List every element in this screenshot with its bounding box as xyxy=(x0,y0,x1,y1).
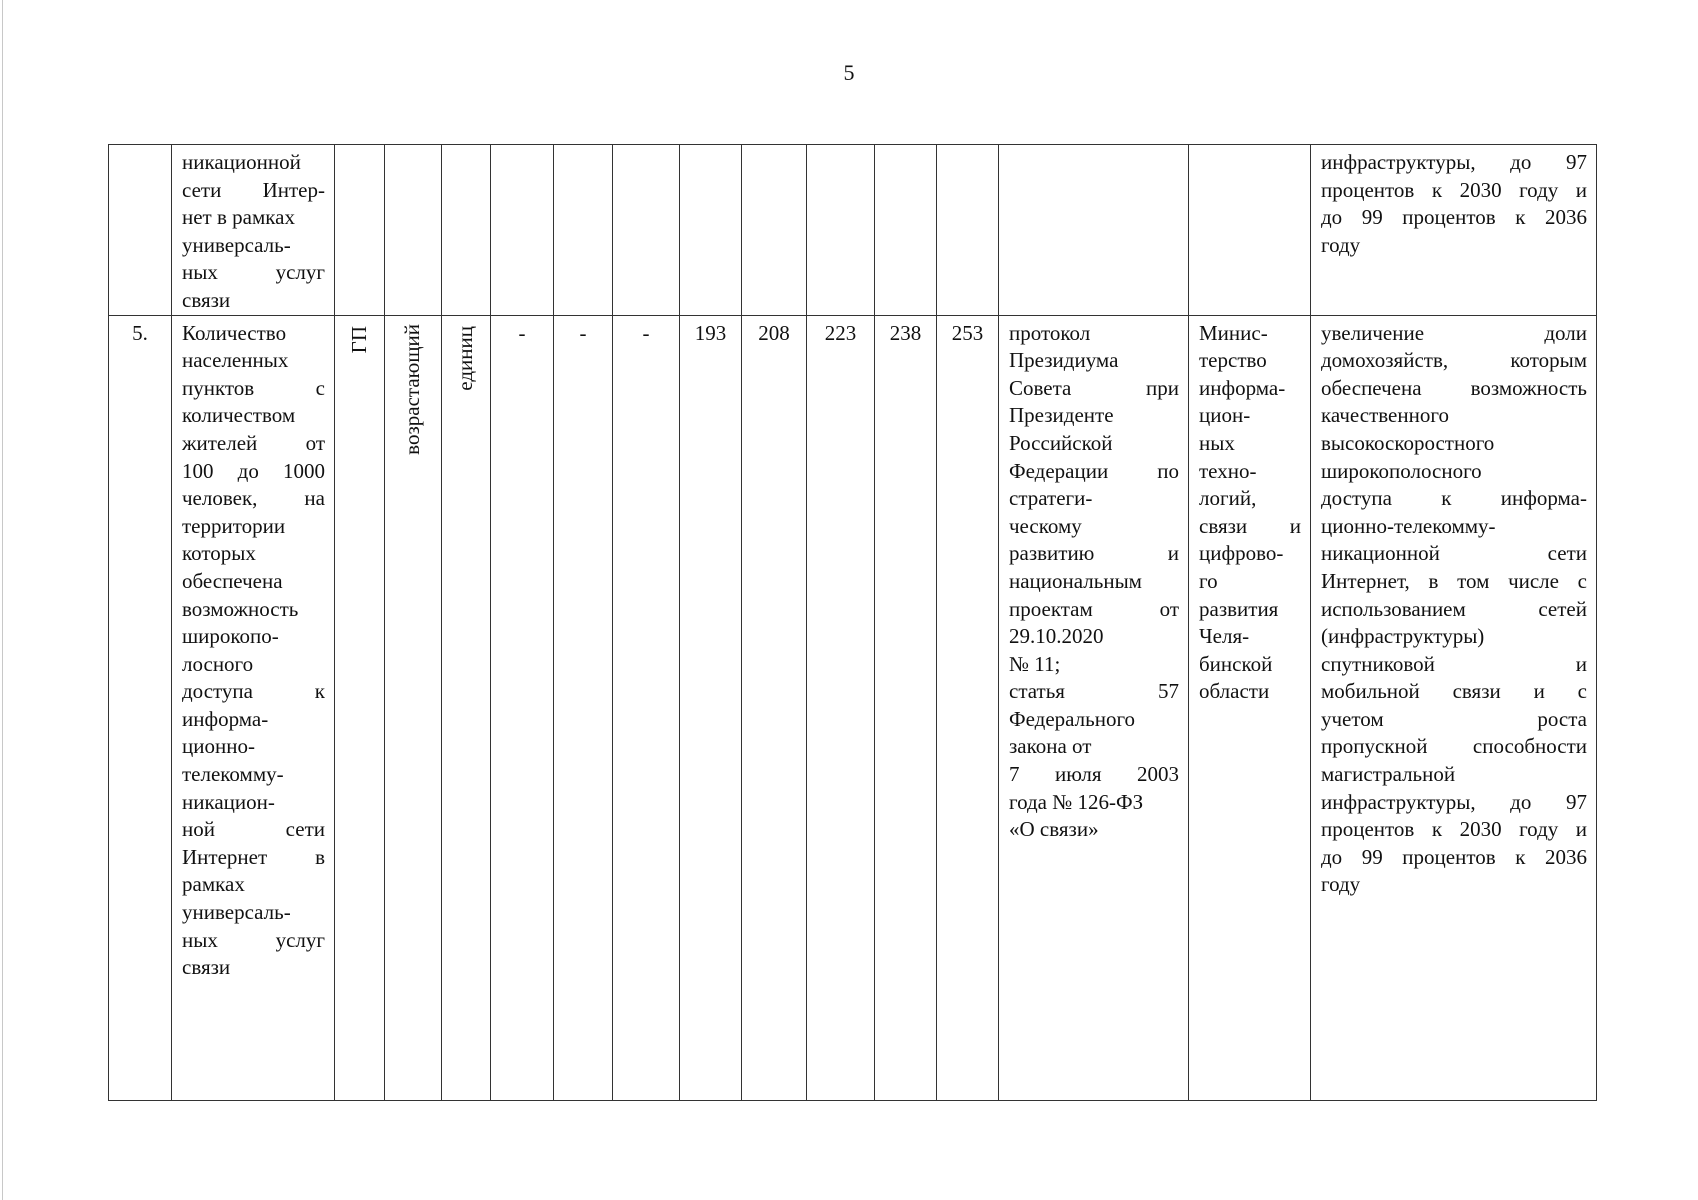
table-row xyxy=(109,145,1597,316)
cell-value: 223 xyxy=(807,315,875,1100)
indicators-table xyxy=(108,144,1597,1101)
cell-value: - xyxy=(613,315,680,1100)
cell-empty xyxy=(613,145,680,316)
cell-empty xyxy=(442,145,491,316)
cell-empty xyxy=(999,145,1189,316)
unit-label: единиц xyxy=(453,325,478,391)
cell-expected-result: увеличение доли домохозяйств, которым обеспечена возможность качественного высокоскоростного широкополосного доступа к информа- ционно-телекомму- никационной сети Интернет, в том числе с использованием сетей (инфраструктуры) спутниковой и мобильной связи и с учетом роста пропускной способности магистральной инфраструктуры, до 97 процентов к 2030 году и до 99 процентов к 2036 году xyxy=(1311,315,1597,1100)
cell-empty xyxy=(491,145,554,316)
table-row xyxy=(109,315,1597,1100)
trend-label: возрастающий xyxy=(400,323,425,455)
cell-empty xyxy=(875,145,937,316)
cell-result-continued: инфраструктуры, до 97 процентов к 2030 году и до 99 процентов к 2036 году xyxy=(1311,145,1597,316)
cell-unit xyxy=(442,315,491,1100)
cell-value: 208 xyxy=(742,315,807,1100)
cell-row-number: 5. xyxy=(109,315,172,1100)
cell-empty xyxy=(554,145,613,316)
cell-value: 238 xyxy=(875,315,937,1100)
cell-document: протокол Президиума Совета при Президенте Российской Федерации по стратеги- ческому развитию и национальным проектам от 29.10.2020 № 11; статья 57 Федерального закона от 7 июля 2003 года № 126-ФЗ «О связи» xyxy=(999,315,1189,1100)
cell-empty xyxy=(385,145,442,316)
level-label: ГП xyxy=(346,325,371,353)
cell-indicator-name: Количество населенных пунктов с количеством жителей от 100 до 1000 человек, на территории которых обеспечена возможность широкопо- лосного доступа к информа- ционно- телекомму- никацион- ной сети Интернет в рамках универсаль- ных услуг связи xyxy=(172,315,335,1100)
cell-empty xyxy=(742,145,807,316)
cell-empty xyxy=(1189,145,1311,316)
cell-responsible: Минис- терство информа- цион- ных техно- логий, связи и цифрово- го развития Челя- бинской области xyxy=(1189,315,1311,1100)
cell-empty xyxy=(335,145,385,316)
scan-edge xyxy=(2,0,3,1200)
cell-empty xyxy=(937,145,999,316)
cell-name-continued: никационной сети Интер- нет в рамках универсаль- ных услуг связи xyxy=(172,145,335,316)
cell-value: 193 xyxy=(680,315,742,1100)
cell-number-continued xyxy=(109,145,172,316)
cell-trend xyxy=(385,315,442,1100)
cell-empty xyxy=(807,145,875,316)
cell-empty xyxy=(680,145,742,316)
cell-value: - xyxy=(491,315,554,1100)
cell-value: 253 xyxy=(937,315,999,1100)
cell-level xyxy=(335,315,385,1100)
page-number: 5 xyxy=(843,60,855,85)
cell-value: - xyxy=(554,315,613,1100)
